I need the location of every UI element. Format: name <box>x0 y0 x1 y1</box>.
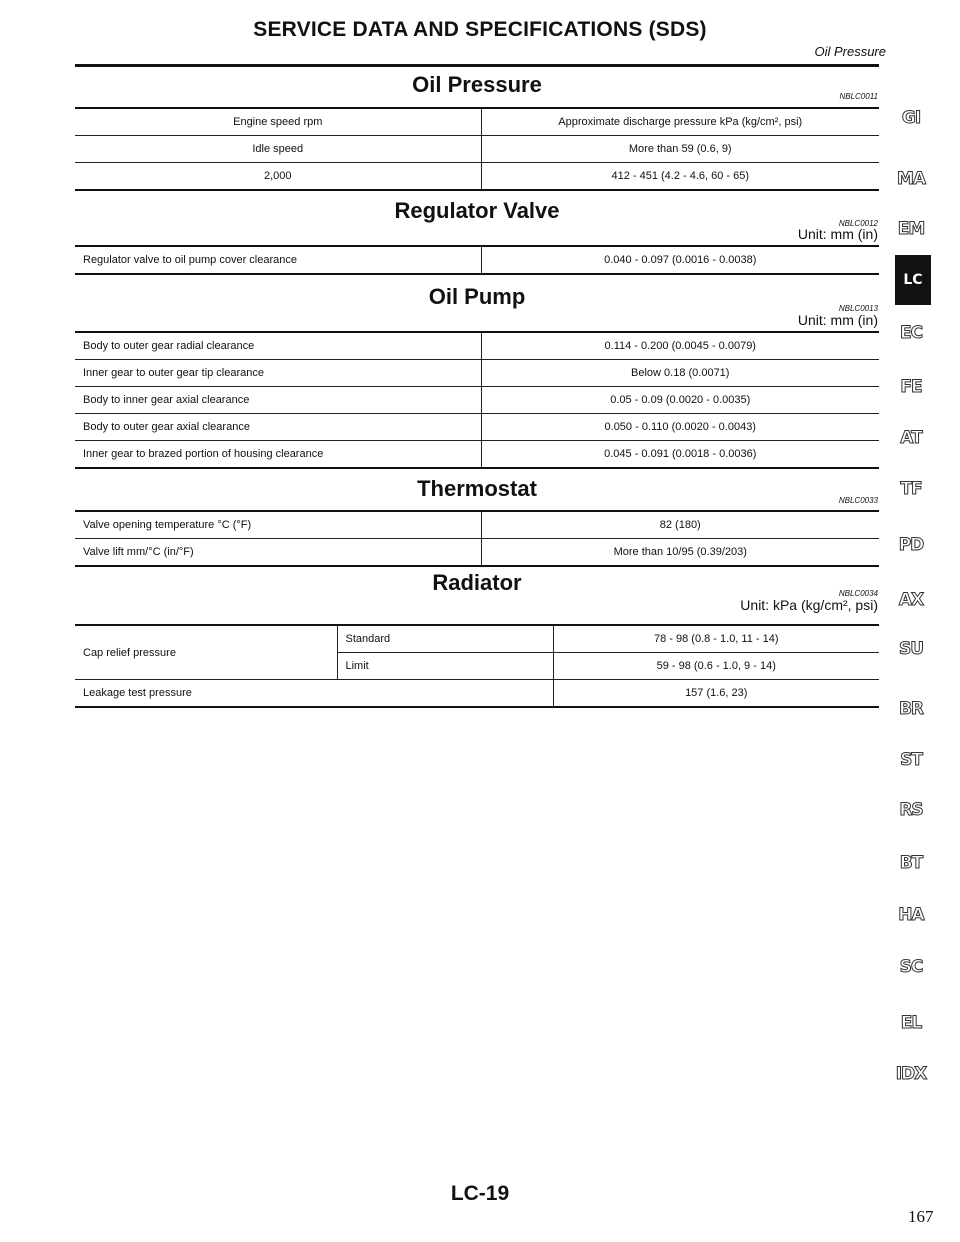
radiator-unit: Unit: kPa (kg/cm², psi) <box>740 597 878 613</box>
side-tab-ha[interactable]: HA <box>898 905 924 925</box>
table-cell: 412 - 451 (4.2 - 4.6, 60 - 65) <box>481 163 879 191</box>
side-tab-ma[interactable]: MA <box>896 169 926 189</box>
side-tab-pd[interactable]: PD <box>898 535 924 555</box>
table-cell: Body to outer gear radial clearance <box>75 332 481 360</box>
table-cell: More than 59 (0.6, 9) <box>481 136 879 163</box>
table-cell: Approximate discharge pressure kPa (kg/cm², psi) <box>481 108 879 136</box>
oil-pressure-title: Oil Pressure <box>412 72 542 97</box>
regulator-valve-unit: Unit: mm (in) <box>797 226 878 242</box>
table-cell: Leakage test pressure <box>75 680 553 708</box>
page-subtitle: Oil Pressure <box>814 44 886 59</box>
table-cell: Valve opening temperature °C (°F) <box>75 511 481 539</box>
side-tab-st[interactable]: ST <box>900 750 922 770</box>
table-cell: Limit <box>337 653 553 680</box>
oil-pressure-table <box>75 107 879 191</box>
table-cell: Body to inner gear axial clearance <box>75 387 481 414</box>
table-cell: Inner gear to outer gear tip clearance <box>75 360 481 387</box>
side-tab-rs[interactable]: RS <box>899 800 923 820</box>
oil-pressure-code: NBLC0011 <box>839 92 878 101</box>
regulator-valve-code: NBLC0012 <box>838 219 878 228</box>
table-cell: 78 - 98 (0.8 - 1.0, 11 - 14) <box>553 625 879 653</box>
oil-pump-code: NBLC0013 <box>838 304 878 313</box>
table-cell: 0.050 - 0.110 (0.0020 - 0.0043) <box>481 414 879 441</box>
header-rule <box>75 64 879 67</box>
side-tab-su[interactable]: SU <box>898 639 924 659</box>
page-number: 167 <box>908 1207 934 1226</box>
side-tab-at[interactable]: AT <box>900 428 922 448</box>
table-row <box>75 414 879 441</box>
regulator-valve-title: Regulator Valve <box>394 198 560 223</box>
table-cell: Engine speed rpm <box>75 108 481 136</box>
page-footer-code: LC-19 <box>450 1182 510 1205</box>
table-cell: More than 10/95 (0.39/203) <box>481 539 879 567</box>
oil-pump-table <box>75 331 879 469</box>
table-row <box>75 680 879 708</box>
oil-pump-title: Oil Pump <box>428 284 526 309</box>
table-cell: 0.114 - 0.200 (0.0045 - 0.0079) <box>481 332 879 360</box>
table-cell: 59 - 98 (0.6 - 1.0, 9 - 14) <box>553 653 879 680</box>
thermostat-code: NBLC0033 <box>838 496 878 505</box>
side-tab-em[interactable]: EM <box>897 219 925 239</box>
table-row <box>75 332 879 360</box>
table-cell: Idle speed <box>75 136 481 163</box>
table-row <box>75 136 879 163</box>
thermostat-title: Thermostat <box>417 476 537 501</box>
table-row <box>75 360 879 387</box>
table-cell: 0.045 - 0.091 (0.0018 - 0.0036) <box>481 441 879 469</box>
table-row <box>75 163 879 191</box>
table-cell: 157 (1.6, 23) <box>553 680 879 708</box>
table-cell: 2,000 <box>75 163 481 191</box>
thermostat-table <box>75 510 879 567</box>
table-cell: 82 (180) <box>481 511 879 539</box>
oil-pump-unit: Unit: mm (in) <box>797 312 878 328</box>
table-cell: 0.040 - 0.097 (0.0016 - 0.0038) <box>481 246 879 274</box>
side-tab-bt[interactable]: BT <box>899 853 923 873</box>
table-row <box>75 387 879 414</box>
side-tab-lc[interactable]: LC <box>895 255 931 305</box>
table-cell: Body to outer gear axial clearance <box>75 414 481 441</box>
table-cell: Inner gear to brazed portion of housing clearance <box>75 441 481 469</box>
side-tab-gi[interactable]: GI <box>901 108 921 128</box>
radiator-title: Radiator <box>432 570 522 595</box>
side-tab-idx[interactable]: IDX <box>895 1064 927 1084</box>
side-tab-ax[interactable]: AX <box>898 590 924 610</box>
side-tab-ec[interactable]: EC <box>899 323 923 343</box>
side-tab-fe[interactable]: FE <box>900 377 922 397</box>
radiator-table <box>75 624 879 708</box>
table-row <box>75 246 879 274</box>
table-cell: Standard <box>337 625 553 653</box>
table-row <box>75 511 879 539</box>
page-title: SERVICE DATA AND SPECIFICATIONS (SDS) <box>253 18 707 41</box>
table-row <box>75 539 879 567</box>
regulator-valve-table <box>75 245 879 275</box>
side-tab-sc[interactable]: SC <box>899 957 923 977</box>
table-row <box>75 441 879 469</box>
side-tab-br[interactable]: BR <box>898 699 924 719</box>
table-cell: Below 0.18 (0.0071) <box>481 360 879 387</box>
side-tab-tf[interactable]: TF <box>900 479 922 499</box>
side-tab-el[interactable]: EL <box>900 1013 922 1033</box>
table-cell: 0.05 - 0.09 (0.0020 - 0.0035) <box>481 387 879 414</box>
table-cell: Valve lift mm/°C (in/°F) <box>75 539 481 567</box>
radiator-code: NBLC0034 <box>838 589 878 598</box>
table-cell: Regulator valve to oil pump cover clearance <box>75 246 481 274</box>
table-row <box>75 625 879 653</box>
table-header-row <box>75 108 879 136</box>
table-cell: Cap relief pressure <box>75 625 337 680</box>
